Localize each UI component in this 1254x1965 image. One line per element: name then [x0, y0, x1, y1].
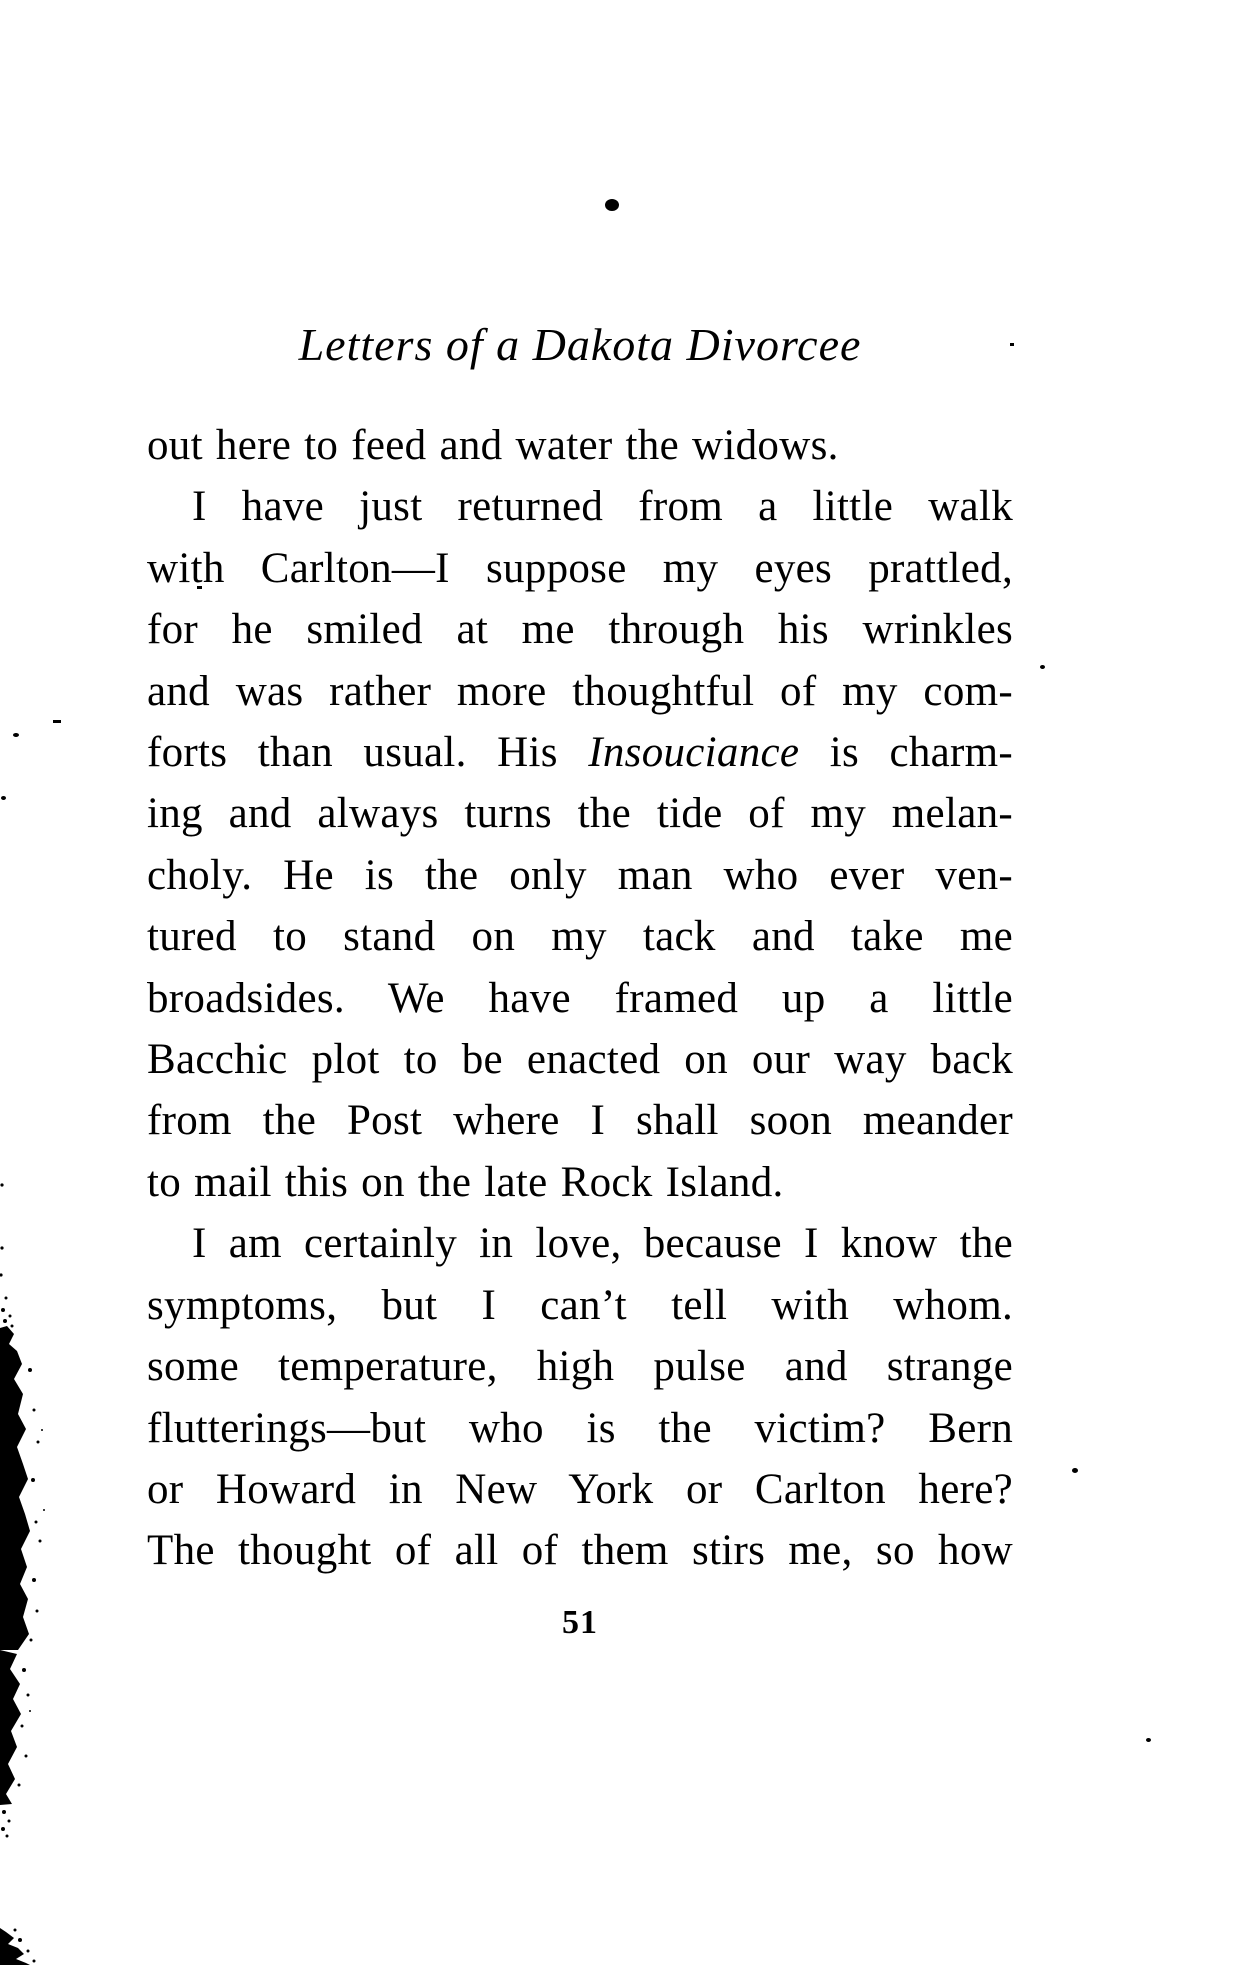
text-line	[147, 1275, 1013, 1336]
text-segment: and was rather more thoughtful of my com-	[147, 667, 1013, 715]
text-segment: out here to feed and water the widows.	[147, 422, 839, 469]
text-segment: from the Post where I shall soon meander	[147, 1097, 1013, 1145]
text-segment: The thought of all of them stirs me, so how	[147, 1527, 1013, 1575]
text-segment: some temperature, high pulse and strange	[147, 1343, 1013, 1391]
text-line	[147, 968, 1013, 1029]
speck-artifact	[53, 720, 61, 723]
text-segment: for he smiled at me through his wrinkles	[147, 606, 1013, 654]
text-line	[147, 1213, 1013, 1274]
text-segment: forts than usual. His	[147, 729, 589, 777]
speck-artifact	[1, 796, 6, 800]
text-segment: or Howard in New York or Carlton here?	[147, 1465, 1013, 1513]
text-segment: tured to stand on my tack and take me	[147, 913, 1013, 961]
binding-edge-artifact	[0, 1180, 60, 1965]
page-title: Letters of a Dakota Divorcee	[298, 319, 862, 370]
text-segment: is charm-	[799, 729, 1013, 777]
text-line	[147, 845, 1013, 906]
italic-text-segment: Insouciance	[588, 729, 800, 777]
text-line	[147, 1398, 1013, 1459]
text-segment: broadsides. We have framed up a little	[147, 974, 1013, 1022]
text-segment: I have just returned from a little walk	[192, 483, 1013, 531]
text-line	[147, 1459, 1013, 1520]
text-line	[147, 538, 1013, 599]
text-segment: I am certainly in love, because I know the	[192, 1220, 1013, 1268]
speck-artifact	[13, 733, 19, 737]
text-segment: choly. He is the only man who ever ven-	[147, 851, 1013, 899]
speck-artifact	[1072, 1468, 1078, 1473]
page-number: 51	[562, 1604, 598, 1641]
text-line	[147, 661, 1013, 722]
text-line	[147, 476, 1013, 537]
text-line	[147, 1090, 1013, 1151]
text-segment: symptoms, but I can’t tell with whom.	[147, 1281, 1013, 1329]
text-line	[147, 1520, 1013, 1581]
text-segment: Bacchic plot to be enacted on our way back	[147, 1036, 1013, 1084]
text-line	[147, 599, 1013, 660]
speck-artifact	[1146, 1738, 1151, 1742]
text-line	[147, 1152, 1013, 1213]
text-line	[147, 1336, 1013, 1397]
ink-dot-artifact	[605, 199, 619, 211]
text-segment: ing and always turns the tide of my melan-	[147, 790, 1013, 838]
text-segment: with Carlton—I suppose my eyes prattled,	[147, 544, 1013, 592]
text-line	[147, 1029, 1013, 1090]
text-line	[147, 783, 1013, 844]
text-segment: flutterings—but who is the victim? Bern	[147, 1404, 1013, 1452]
text-line	[147, 722, 1013, 783]
text-line	[147, 906, 1013, 967]
text-line	[147, 415, 1013, 476]
speck-artifact	[1040, 665, 1045, 669]
text-segment: to mail this on the late Rock Island.	[147, 1158, 784, 1206]
body-text	[147, 415, 1013, 1582]
